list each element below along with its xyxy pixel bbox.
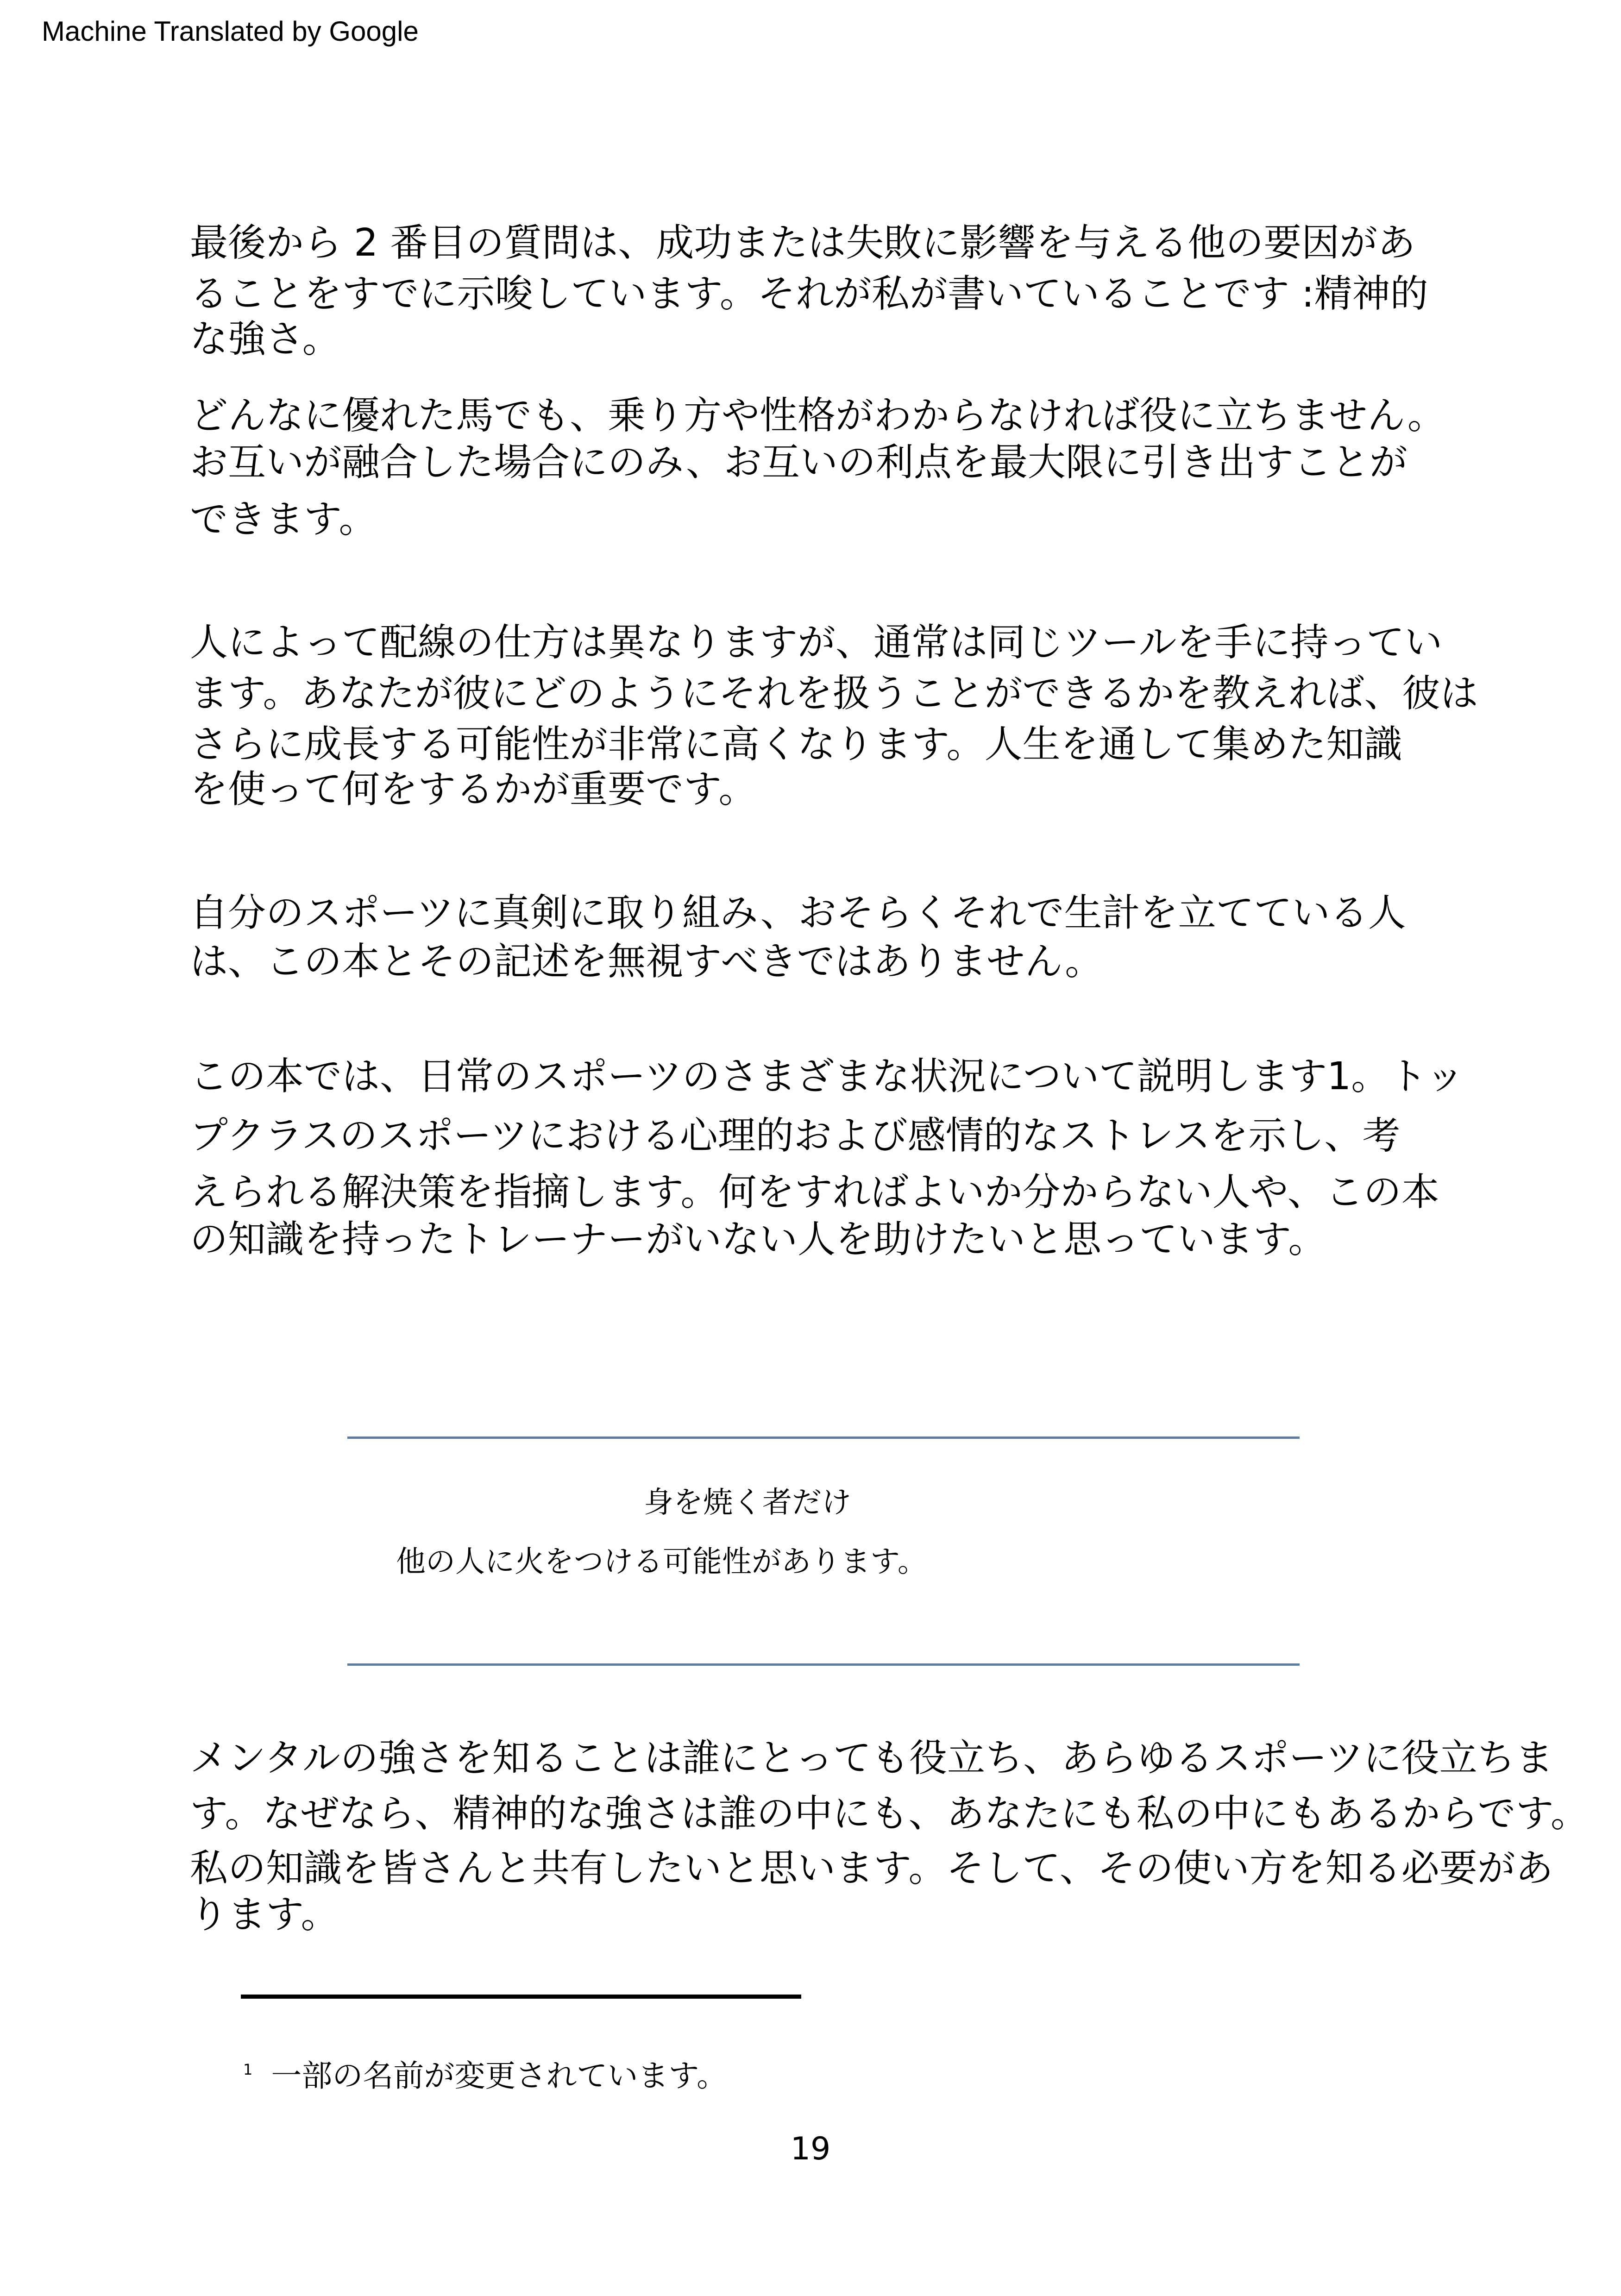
- paragraph-5-line-2: プクラスのスポーツにおける心理的および感情的なストレスを示し、考: [190, 1114, 1401, 1158]
- machine-translation-banner: Machine Translated by Google: [42, 16, 419, 47]
- footnote: [243, 2055, 727, 2097]
- paragraph-4-line-1: 自分のスポーツに真剣に取り組み、おそらくそれで生計を立てている人: [190, 891, 1406, 935]
- footnote-text: 一部の名前が変更されています。: [271, 2058, 728, 2094]
- paragraph-1-line-3: な強さ。: [190, 317, 340, 361]
- footnote-marker: 1: [243, 2061, 253, 2078]
- paragraph-5-line-3: えられる解決策を指摘します。何をすればよいか分からない人や、この本: [190, 1170, 1439, 1214]
- paragraph-3-line-2: ます。あなたが彼にどのようにそれを扱うことができるかを教えれば、彼は: [190, 671, 1478, 715]
- paragraph-6-line-2: す。なぜなら、精神的な強さは誰の中にも、あなたにも私の中にもあるからです。: [190, 1792, 1589, 1836]
- paragraph-1-line-2: ることをすでに示唆しています。それが私が書いていることです :精神的: [190, 272, 1428, 316]
- paragraph-5-line-4: の知識を持ったトレーナーがいない人を助けたいと思っています。: [190, 1217, 1326, 1261]
- quote-bottom-rule: [347, 1663, 1300, 1666]
- paragraph-3-line-4: を使って何をするかが重要です。: [190, 767, 757, 811]
- paragraph-2-line-1: どんなに優れた馬でも、乗り方や性格がわからなければ役に立ちません。: [190, 394, 1445, 438]
- page-number: 19: [790, 2131, 831, 2167]
- paragraph-3-line-3: さらに成長する可能性が非常に高くなります。人生を通して集めた知識: [190, 722, 1402, 766]
- quote-top-rule: [347, 1437, 1300, 1439]
- footnote-separator: [241, 1995, 801, 1999]
- paragraph-2-line-2: お互いが融合した場合にのみ、お互いの利点を最大限に引き出すことが: [190, 440, 1407, 484]
- paragraph-6-line-1: メンタルの強さを知ることは誰にとっても役立ち、あらゆるスポーツに役立ちま: [190, 1736, 1553, 1780]
- paragraph-6-line-4: ります。: [190, 1893, 339, 1937]
- paragraph-5-line-1: この本では、日常のスポーツのさまざまな状況について説明します1。トッ: [190, 1054, 1464, 1098]
- quote-line-2: 他の人に火をつける可能性があります。: [396, 1545, 927, 1579]
- paragraph-1-line-1: 最後から 2 番目の質問は、成功または失敗に影響を与える他の要因があ: [190, 221, 1416, 265]
- paragraph-2-line-3: できます。: [190, 497, 377, 541]
- paragraph-4-line-2: は、この本とその記述を無視すべきではありません。: [190, 940, 1103, 984]
- quote-line-1: 身を焼く者だけ: [644, 1486, 851, 1520]
- paragraph-6-line-3: 私の知識を皆さんと共有したいと思います。そして、その使い方を知る必要があ: [190, 1846, 1553, 1890]
- paragraph-3-line-1: 人によって配線の仕方は異なりますが、通常は同じツールを手に持ってい: [190, 621, 1443, 665]
